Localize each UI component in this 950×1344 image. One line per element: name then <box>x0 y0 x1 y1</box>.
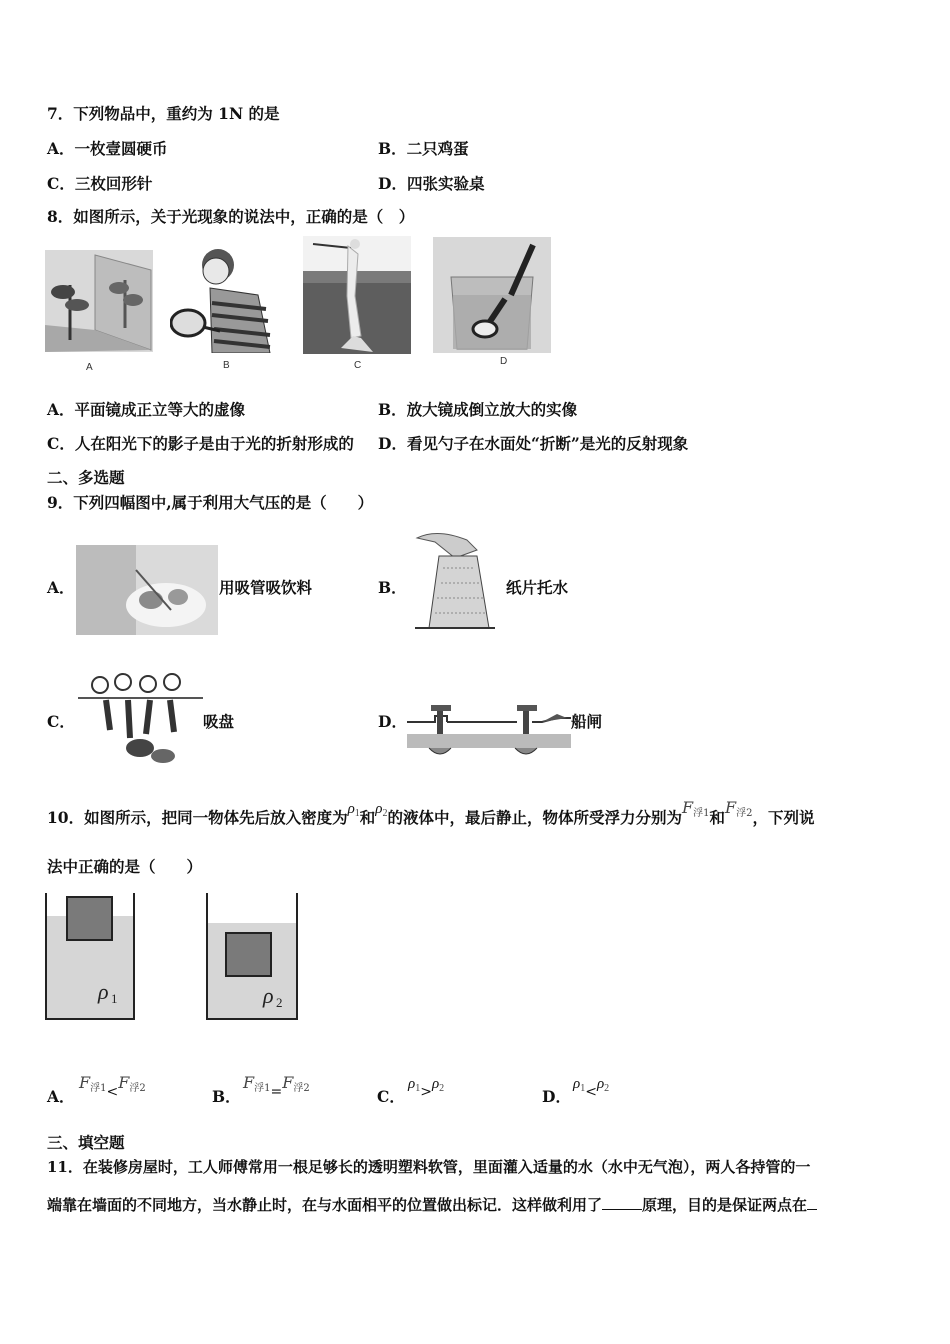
q8-caption-c: C <box>354 360 362 371</box>
q9-option-c-letter: C． <box>47 712 75 731</box>
q8-figure-c-shadow <box>303 236 411 354</box>
q9-option-a-label: 用吸管吸饮料 <box>219 578 313 597</box>
q8-option-d: D．看见勺子在水面处“折断”是光的反射现象 <box>378 434 689 453</box>
q7-option-d: D．四张实验桌 <box>378 174 485 193</box>
q8-option-a: A．平面镜成正立等大的虚像 <box>47 400 246 419</box>
q10-option-d-letter: D． <box>542 1087 571 1106</box>
q8-caption-a: A <box>86 362 93 373</box>
q10-option-b-expr: $F_{浮1}=F_{浮2}$ <box>243 1073 310 1100</box>
q8-figure-d-spoon <box>433 237 551 353</box>
rho-2-label: ρ <box>263 983 274 1008</box>
q9-option-a-letter: A． <box>47 578 75 597</box>
q10-container-1 <box>44 893 136 1021</box>
q11-line2: 端靠在墙面的不同地方，当水静止时，在与水面相平的位置做出标记．这样做利用了 原理，目的是保证两点在 <box>47 1194 817 1215</box>
q8-caption-b: B <box>223 360 230 371</box>
rho-1-label: ρ <box>98 979 109 1004</box>
q10-option-c-letter: C． <box>377 1087 405 1106</box>
q9-stem: 9．下列四幅图中,属于利用大气压的是（ ） <box>47 493 374 512</box>
q9-option-d-label: 船闸 <box>571 712 603 731</box>
q9-option-b-letter: B． <box>378 578 407 597</box>
q8-figure-b-magnifier <box>170 243 278 353</box>
q10-option-d-expr: $\rho_1<\rho_2$ <box>573 1076 610 1100</box>
q10-stem-line1: 10．如图所示，把同一物体先后放入密度为$\rho_1$和$\rho_2$的液体中，最后静止，物体所受浮力分别为$F_{浮1}$和$F_{浮2}$，下列说 <box>47 798 815 827</box>
q11-line1: 11．在装修房屋时，工人师傅常用一根足够长的透明塑料软管，里面灌入适量的水（水中无气泡），两人各持管的一 <box>47 1158 811 1176</box>
q10-option-a-expr: $F_{浮1}<F_{浮2}$ <box>79 1073 146 1100</box>
q8-stem: 8．如图所示，关于光现象的说法中，正确的是（ ） <box>47 207 415 226</box>
rho-1: $\rho_1$ <box>347 801 360 819</box>
rho-2: $\rho_2$ <box>375 801 388 819</box>
buoyancy-1: $F_{浮1}$ <box>682 798 710 819</box>
q7-option-c: C．三枚回形针 <box>47 174 153 193</box>
q11-blank-1[interactable] <box>602 1197 642 1210</box>
buoyancy-2: $F_{浮2}$ <box>725 798 753 819</box>
q10-option-b-letter: B． <box>212 1087 241 1106</box>
rho-2-subscript: 2 <box>276 995 283 1010</box>
q8-option-b: B．放大镜成倒立放大的实像 <box>378 400 578 419</box>
q9-figure-b-paper-water <box>407 528 497 636</box>
q8-caption-d: D <box>500 356 508 367</box>
section-heading-fill-in: 三、填空题 <box>47 1133 125 1152</box>
q7-option-b: B．二只鸡蛋 <box>378 139 469 158</box>
q10-option-a-letter: A． <box>47 1087 75 1106</box>
q9-figure-a-straw <box>76 545 218 635</box>
q10-option-c-expr: $\rho_1>\rho_2$ <box>408 1076 445 1100</box>
q9-option-d-letter: D． <box>378 712 407 731</box>
q9-option-b-label: 纸片托水 <box>506 578 569 597</box>
q10-stem-line2: 法中正确的是（ ） <box>47 857 203 876</box>
q10-container-2 <box>205 893 299 1021</box>
q9-figure-c-suction-cup <box>78 660 203 770</box>
rho-1-subscript: 1 <box>111 991 118 1006</box>
q7-stem: 7．下列物品中，重约为 1N 的是 <box>47 104 280 123</box>
q9-option-c-label: 吸盘 <box>203 712 235 731</box>
q7-option-a: A．一枚壹圆硬币 <box>47 139 168 158</box>
q8-figure-a-mirror <box>45 250 153 352</box>
q11-blank-2[interactable] <box>807 1197 817 1210</box>
q9-figure-d-ship-lock <box>407 700 571 766</box>
q8-option-c: C．人在阳光下的影子是由于光的折射形成的 <box>47 434 354 453</box>
section-heading-multiple-choice: 二、多选题 <box>47 468 125 487</box>
